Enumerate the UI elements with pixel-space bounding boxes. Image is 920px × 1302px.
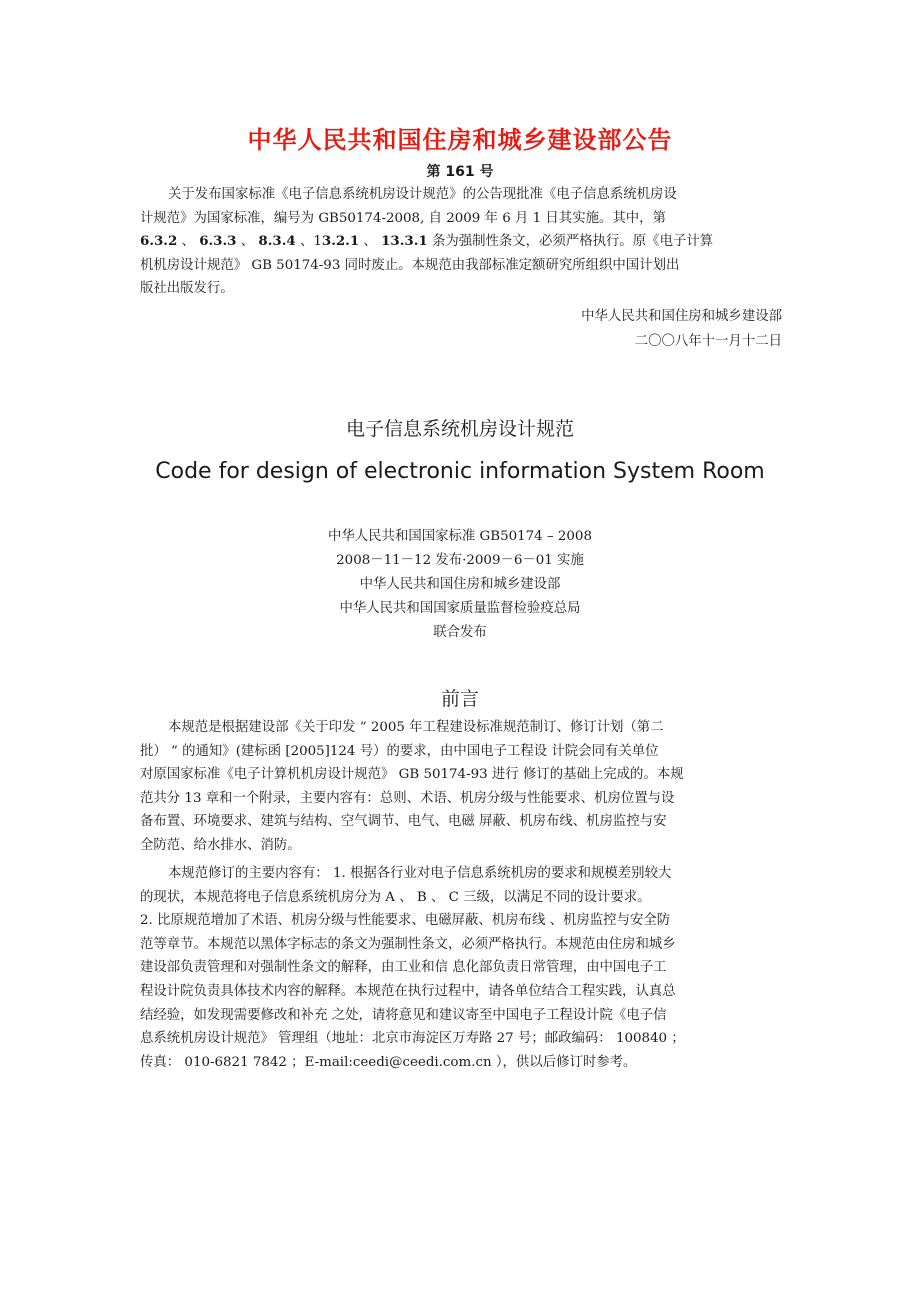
issuer-aqsiq: 中华人民共和国国家质量监督检验疫总局 (339, 601, 581, 616)
code-title-cn: 电子信息系统机房设计规范 (345, 418, 574, 440)
preface-line: 对原国家标准《电子计算机机房设计规范》 GB 50174-93 进行 修订的基础上完成的。本规 (140, 767, 684, 783)
announcement-body (140, 183, 790, 301)
issuer-ministry: 中华人民共和国住房和城乡建设部 (359, 577, 561, 592)
preface-line: 全防范、给水排水、消防。 (140, 837, 301, 853)
preface-line: 程设计院负责具体技术内容的解释。本规范在执行过程中，请各单位结合工程实践，认真总 (140, 983, 676, 999)
preface-line: 本规范修订的主要内容有： 1. 根据各行业对电子信息系统机房的要求和规模差别较大 (168, 866, 672, 881)
signature-date: 二〇〇八年十一月十二日 (634, 334, 782, 349)
preface-line: 结经验，如发现需要修改和补充 之处，请将意见和建议寄至中国电子工程设计院《电子信 (140, 1007, 667, 1023)
mandatory-clauses-line (140, 230, 790, 254)
preface-line: 2. 比原规范增加了术语、机房分级与性能要求、电磁屏蔽、机房布线 、机房监控与安全防 (140, 913, 671, 929)
announcement-line: 条为强制性条文，必须严格执行。原《电子计算 (431, 234, 714, 250)
preface-line: 范共分 13 章和一个附录，主要内容有：总则、术语、机房分级与性能要求、机房位置与设 (140, 790, 675, 806)
separator: 、 (240, 234, 255, 250)
preface-paragraph-1 (140, 716, 790, 858)
clause: 6.3.3 (199, 233, 237, 250)
clause: 13.3.1 (381, 233, 428, 250)
preface-line: 的现状，本规范将电子信息系统机房分为 A 、 B 、 C 三级，以满足不同的设计要求。 (140, 889, 651, 905)
preface-heading: 前言 (440, 688, 479, 710)
standard-number: 中华人民共和国国家标准 GB50174 – 2008 (328, 529, 592, 544)
clause: 3.2.1 (321, 233, 360, 250)
announcement-line: 机机房设计规范》 GB 50174-93 同时废止。本规范由我部标准定额研究所组织中国计划出 (140, 257, 680, 273)
preface-line: 范等章节。本规范以黑体字标志的条文为强制性条文，必须严格执行。本规范由住房和城乡 (140, 936, 676, 952)
release-dates: 2008－11－12 发布·2009－6－01 实施 (336, 553, 584, 568)
preface-line: 批） ” 的通知》(建标函 [2005]124 号）的要求，由中国电子工程设 计院会同有关单位 (140, 743, 659, 759)
preface-line: 传真： 010-6821 7842 ；E-mail:ceedi@ceedi.com.cn ），供以后修订时参考。 (140, 1054, 637, 1070)
announcement-line: 版社出版发行。 (140, 281, 234, 297)
preface-paragraph-2 (140, 862, 790, 1074)
announcement-line: 计规范》为国家标准，编号为 GB50174-2008, 自 2009 年 6 月 1 日其实施。其中，第 (140, 210, 666, 226)
clause: 6.3.2 (140, 233, 178, 250)
signature-org: 中华人民共和国住房和城乡建设部 (581, 309, 782, 324)
separator: 、 (363, 234, 377, 250)
announcement-title: 中华人民共和国住房和城乡建设部公告 (247, 126, 673, 154)
preface-line: 备布置、环境要求、建筑与结构、空气调节、电气、电磁 屏蔽、机房布线、机房监控与安 (140, 814, 667, 830)
announcement-number: 第 161 号 (426, 164, 494, 180)
preface-line: 息系统机房设计规范》 管理组（地址：北京市海淀区万寿路 27 号；邮政编码： 100840 ； (140, 1031, 685, 1047)
separator: 、 (181, 234, 195, 250)
separator: 、1 (299, 234, 322, 250)
joint-release: 联合发布 (433, 625, 487, 640)
preface-line: 建设部负责管理和对强制性条文的解释，由工业和信 息化部负责日常管理，由中国电子工 (140, 960, 667, 976)
clause: 8.3.4 (258, 233, 296, 250)
code-title-en: Code for design of electronic information System Room (155, 459, 765, 484)
announcement-line: 关于发布国家标准《电子信息系统机房设计规范》的公告现批准《电子信息系统机房设 (168, 187, 677, 202)
preface-line: 本规范是根据建设部《关于印发 “ 2005 年工程建设标准规范制订、修订计划（第二 (168, 720, 664, 735)
